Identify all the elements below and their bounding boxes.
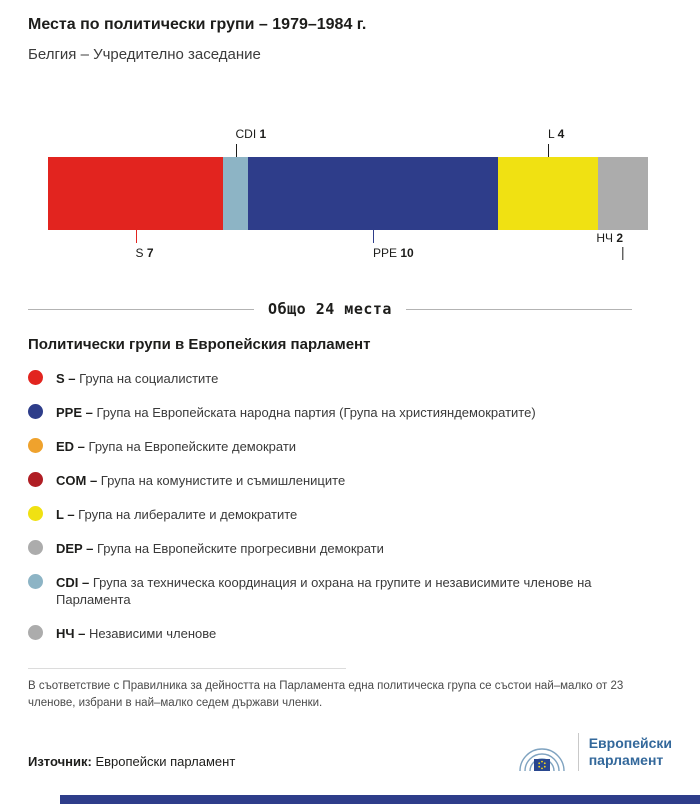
bar-label-text: НЧ 2: [596, 231, 623, 245]
bar-label-line: [373, 230, 374, 243]
logo-text: [589, 735, 672, 769]
legend-list: [28, 370, 672, 642]
bar-labels-above: [48, 129, 648, 157]
legend-dot: [28, 370, 43, 385]
ep-hemicycle-icon: [516, 729, 568, 775]
legend-text: CDI – Група за техническа координация и охрана на групите и независимите членове на Парламента: [56, 575, 592, 607]
total-divider-left: [28, 309, 254, 310]
footnote: В съответствие с Правилника за дейността на Парламента една политическа група се състои най–малко от 23 членове, избрани в най–малко седем държави членки.: [28, 680, 624, 710]
total-divider-right: [406, 309, 632, 310]
legend-text: ED – Група на Европейските демократи: [56, 439, 297, 454]
seat-bar: [48, 157, 648, 230]
page-title: Места по политически групи – 1979–1984 г.: [28, 16, 367, 33]
bar-label-line: [548, 144, 549, 157]
legend-item-3: [28, 472, 672, 489]
legend-text: L – Група на либералите и демократите: [56, 507, 298, 522]
bar-label-PPE: [373, 230, 414, 260]
legend-dot: [28, 506, 43, 521]
legend-text: НЧ – Независими членове: [56, 626, 217, 641]
bar-label-line: [136, 230, 137, 243]
legend-title: Политически групи в Европейския парламент: [28, 336, 371, 353]
total-row: [28, 300, 632, 318]
logo-text-line2: парламент: [588, 751, 664, 768]
footnote-divider: [28, 668, 346, 669]
legend-item-7: [28, 625, 672, 642]
ep-logo: [516, 729, 672, 775]
legend-item-2: [28, 438, 672, 455]
bar-label-text: S 7: [135, 246, 154, 260]
legend-dot: [28, 404, 43, 419]
bottom-stripe: [60, 795, 700, 804]
bar-label-CDI: [236, 127, 267, 157]
bar-label-L: [548, 127, 564, 157]
legend-item-6: [28, 574, 672, 608]
bar-segment-НЧ: [598, 157, 648, 230]
seat-chart: [48, 129, 648, 266]
legend-item-0: [28, 370, 672, 387]
bar-label-text: CDI 1: [235, 127, 267, 141]
bar-segment-L: [498, 157, 598, 230]
bar-labels-below: [48, 230, 648, 266]
logo-divider: [578, 733, 579, 771]
bar-segment-PPE: [248, 157, 498, 230]
legend-dot: [28, 574, 43, 589]
legend-item-4: [28, 506, 672, 523]
legend-text: COM – Група на комунистите и съмишлениците: [56, 473, 346, 488]
legend-text: S – Група на социалистите: [56, 371, 219, 386]
bar-label-text: PPE 10: [373, 246, 414, 260]
footer: [28, 729, 672, 775]
bar-label-text: L 4: [548, 127, 565, 141]
legend-dot: [28, 438, 43, 453]
legend-item-1: [28, 404, 672, 421]
legend-text: DEP – Група на Европейските прогресивни демократи: [56, 541, 384, 556]
bar-label-НЧ: [596, 230, 623, 260]
bar-label-S: [136, 230, 154, 260]
logo-text-line1: Европейски: [588, 734, 672, 751]
legend-text: PPE – Група на Европейската народна партия (Група на християндемократите): [56, 405, 536, 420]
legend-dot: [28, 625, 43, 640]
source: [28, 754, 235, 775]
page-subtitle: Белгия – Учредително заседание: [28, 46, 261, 63]
bar-segment-S: [48, 157, 223, 230]
source-label: Източник:: [28, 753, 92, 769]
bar-label-line: [236, 144, 237, 157]
legend-dot: [28, 472, 43, 487]
legend-item-5: [28, 540, 672, 557]
total-seats-label: Общо 24 места: [268, 300, 392, 318]
legend-dot: [28, 540, 43, 555]
source-name: Европейски парламент: [95, 753, 236, 769]
bar-label-line: [622, 247, 623, 260]
bar-segment-CDI: [223, 157, 248, 230]
